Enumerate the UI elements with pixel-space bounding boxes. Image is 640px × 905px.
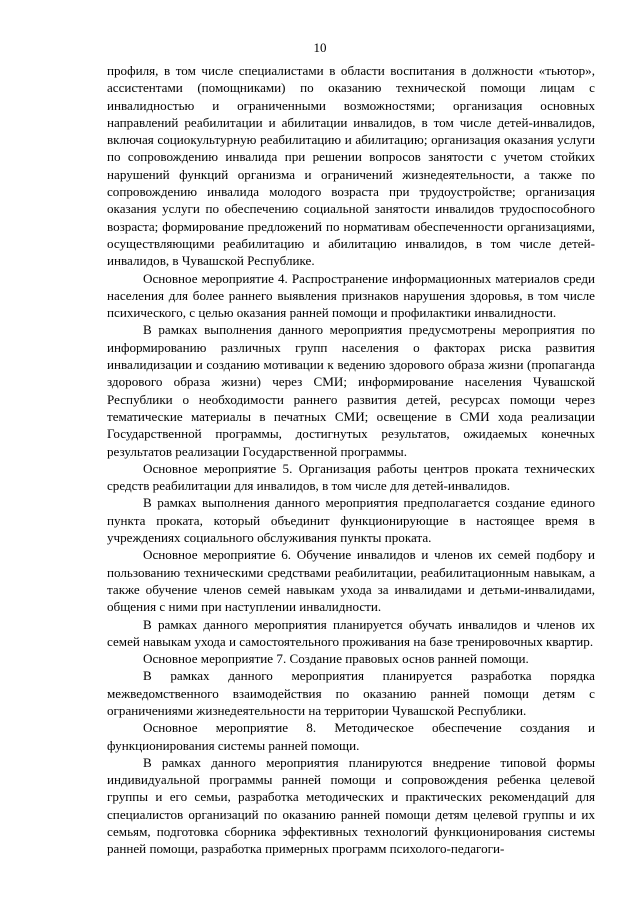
paragraph-measure-5: Основное мероприятие 5. Организация работы центров проката технических средств реабилитации для инвалидов, в том числе для детей-инвалидов.: [107, 460, 595, 494]
paragraph-measure-7-details: В рамках данного мероприятия планируется разработка порядка межведомственного взаимодействия по оказанию ранней помощи детям с ограничениями жизнедеятельности на территории Чувашской Республики.: [107, 668, 595, 718]
paragraph-measure-5-details: В рамках выполнения данного мероприятия предполагается создание единого пункта проката, который объединит функционирующие в настоящее время в учреждениях социального обслуживания пункты проката.: [107, 495, 595, 546]
paragraph-measure-6-details: В рамках данного мероприятия планируется обучать инвалидов и членов их семей навыкам ухода и самостоятельного проживания на базе тренировочных квартир.: [107, 616, 595, 649]
page-number: 10: [313, 40, 327, 55]
paragraph-measure-4-details: В рамках выполнения данного мероприятия предусмотрены мероприятия по информированию различных групп населения о факторах риска развития инвалидизации и созданию мотивации к ведению здорового образа жизни (пропаганда здорового образа жизни) через СМИ; информирование населения Чувашской Республики о необходимости раннего развития детей, ресурсах помощи через тематические материалы в печатных СМИ; освещение в СМИ хода реализации Государственной программы, достигнутых результатов, ожидаемых конечных результатов реализации Государственной программы.: [107, 322, 595, 459]
paragraph-measure-6: Основное мероприятие 6. Обучение инвалидов и членов их семей подбору и пользованию техническими средствами реабилитации, реабилитационным навыкам, а также обучение членов семей навыкам ухода за инвалидами и детьми-инвалидами, общения с ними при наступлении инвалидности.: [107, 547, 595, 615]
paragraph-measure-4: Основное мероприятие 4. Распространение информационных материалов среди населения для более раннего выявления признаков нарушения здоровья, в том числе психического, с целью оказания ранней помощи и профилактики инвалидности.: [107, 270, 595, 321]
paragraph-measure-7: Основное мероприятие 7. Создание правовых основ ранней помощи.: [143, 651, 529, 667]
document-body: [107, 62, 595, 858]
paragraph-measure-8: Основное мероприятие 8. Методическое обеспечение создания и функционирования системы ранней помощи.: [107, 720, 595, 753]
paragraph-continuation: профиля, в том числе специалистами в области воспитания в должности «тьютор», ассистентами (помощниками) по оказанию технической помощи лицам с инвалидностью и ограниченными возможностями; организация основных направлений реабилитации и абилитации инвалидов, в том числе детей-инвалидов, включая социокультурную реабилитацию и абилитацию; организация оказания услуги по сопровождению инвалида при решении вопросов занятости с учетом стойких нарушений функций организма и ограничений жизнедеятельности, а также по сопровождению инвалида молодого возраста при трудоустройстве; организация оказания услуги по обеспечению социальной занятости инвалидов трудоспособного возраста; формирование предложений по нормативам обеспеченности организациями, осуществляющими реабилитацию и абилитацию инвалидов, в том числе детей-инвалидов, в Чувашской Республике.: [107, 63, 595, 269]
paragraph-measure-8-details: В рамках данного мероприятия планируются внедрение типовой формы индивидуальной программы ранней помощи и сопровождения ребенка целевой группы и его семьи, разработка методических и практических рекомендаций для специалистов организаций по оказанию ранней помощи детям целевой группы и их семьям, подготовка сборника эффективных технологий функционирования системы ранней помощи, разработка примерных программ психолого-педагоги-: [107, 754, 595, 857]
